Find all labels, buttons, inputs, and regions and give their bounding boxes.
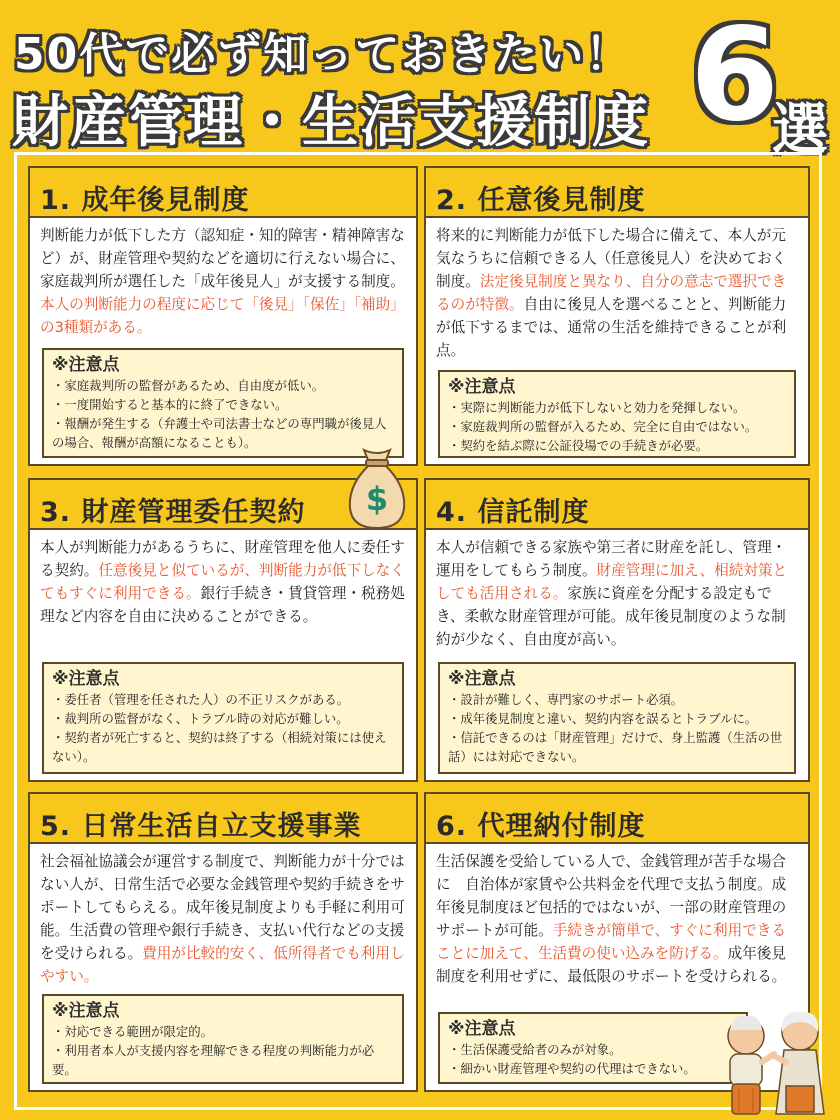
svg-text:$: $ bbox=[365, 480, 389, 518]
header-title: 財産管理・生活支援制度 bbox=[12, 90, 650, 155]
desc-text: 自由に後見人を選べることと、判断能力が低下するまでは、通常の生活を維持できることが利点。 bbox=[436, 296, 787, 359]
caution-box bbox=[42, 994, 404, 1084]
card-title: 5. 日常生活自立支援事業 bbox=[30, 794, 416, 844]
caution-item: ・実際に判断能力が低下しないと効力を発揮しない。 bbox=[448, 400, 746, 415]
desc-text: 家族に資産を分配する設定もでき、柔軟な財産管理が可能。成年後見制度のような制約が少なく、自由度が高い。 bbox=[436, 585, 786, 648]
header-suffix: 選 bbox=[772, 98, 828, 163]
desc-highlight: 本人の判断能力の程度に応じて「後見」「保佐」「補助」の3種類がある。 bbox=[40, 296, 405, 336]
card-4 bbox=[424, 478, 810, 782]
caution-item: ・裁判所の監督がなく、トラブル時の対応が難しい。 bbox=[52, 711, 349, 726]
desc-highlight: 任意後見と似ているが、判断能力が低下しなくてもすぐに利用できる。 bbox=[40, 562, 405, 602]
caution-box bbox=[438, 370, 796, 458]
caution-item: ・設計が難しく、専門家のサポート必須。 bbox=[448, 692, 684, 707]
caution-item: ・生活保護受給者のみが対象。 bbox=[448, 1042, 622, 1057]
caution-box bbox=[438, 662, 796, 774]
caution-item: ・一度開始すると基本的に終了できない。 bbox=[52, 397, 288, 412]
card-5 bbox=[28, 792, 418, 1092]
caution-title: ※注意点 bbox=[52, 355, 120, 375]
caution-item: ・成年後見制度と違い、契約内容を誤るとトラブルに。 bbox=[448, 711, 758, 726]
desc-text: 成年後見制度を利用せずに、最低限のサポートを受けられる。 bbox=[436, 945, 787, 985]
card-description bbox=[40, 224, 408, 339]
card-description bbox=[40, 536, 408, 628]
card-description bbox=[436, 224, 800, 362]
caution-item: ・信託できるのは「財産管理」だけで、身上監護（生活の世話）には対応できない。 bbox=[448, 730, 783, 764]
card-title: 2. 任意後見制度 bbox=[426, 168, 808, 218]
card-title: 3. 財産管理委任契約 bbox=[30, 480, 416, 530]
money-bag-icon bbox=[344, 446, 410, 530]
caution-title: ※注意点 bbox=[448, 1019, 516, 1039]
card-2 bbox=[424, 166, 810, 466]
desc-highlight: 手続きが簡単で、すぐに利用できることに加えて、生活費の使い込みを防げる。 bbox=[436, 922, 786, 962]
caution-title: ※注意点 bbox=[448, 377, 516, 397]
caution-item: ・対応できる範囲が限定的。 bbox=[52, 1024, 214, 1039]
caution-item: ・報酬が発生する（弁護士や司法書士などの専門職が後見人の場合、報酬が高額になることも）。 bbox=[52, 416, 387, 450]
desc-text: 生活保護を受給している人で、金銭管理が苦手な場合に 自治体が家賃や公共料金を代理で支払う制度。成年後見制度ほど包括的ではないが、一部の財産管理のサポートが可能。 bbox=[436, 853, 787, 939]
desc-text: 社会福祉協議会が運営する制度で、判断能力が十分ではない人が、日常生活で必要な金銭管理や契約手続きをサポートしてもらえる。成年後見制度よりも手軽に利用可能。生活費の管理や銀行手続き、支払い代行などの支援を受けられる。 bbox=[40, 853, 405, 962]
caution-box bbox=[438, 1012, 748, 1084]
card-1 bbox=[28, 166, 418, 466]
card-title: 6. 代理納付制度 bbox=[426, 794, 808, 844]
caution-box bbox=[42, 348, 404, 458]
card-description bbox=[40, 850, 408, 988]
caution-item: ・家庭裁判所の監督が入るため、完全に自由ではない。 bbox=[448, 419, 758, 434]
caution-item: ・細かい財産管理や契約の代理はできない。 bbox=[448, 1061, 696, 1076]
desc-text: 銀行手続き・賃貸管理・税務処理など内容を自由に決めることができる。 bbox=[40, 585, 405, 625]
header-number: 6 bbox=[690, 1, 780, 150]
caution-item: ・家庭裁判所の監督があるため、自由度が低い。 bbox=[52, 378, 325, 393]
caution-title: ※注意点 bbox=[52, 1001, 120, 1021]
caution-item: ・利用者本人が支援内容を理解できる程度の判断能力が必要。 bbox=[52, 1043, 375, 1077]
desc-highlight: 法定後見制度と異なり、自分の意志で選択できるのが特徴。 bbox=[436, 273, 787, 313]
desc-highlight: 財産管理に加え、相続対策としても活用される。 bbox=[436, 562, 788, 602]
caution-item: ・契約者が死亡すると、契約は終了する（相続対策には使えない）。 bbox=[52, 730, 387, 764]
header bbox=[0, 0, 840, 163]
card-description bbox=[436, 850, 800, 988]
card-title: 4. 信託制度 bbox=[426, 480, 808, 530]
header-subtitle: 50代で必ず知っておきたい！ bbox=[14, 29, 632, 80]
caution-title: ※注意点 bbox=[52, 669, 120, 689]
caution-item: ・契約を結ぶ際に公証役場での手続きが必要。 bbox=[448, 438, 709, 453]
desc-text: 判断能力が低下した方（認知症・知的障害・精神障害など）が、財産管理や契約などを適切に行えない場合に、家庭裁判所が選任した「成年後見人」が支援する制度。 bbox=[40, 227, 405, 290]
caution-box bbox=[42, 662, 404, 774]
desc-text: 本人が信頼できる家族や第三者に財産を託し、管理・運用をしてもらう制度。 bbox=[436, 539, 787, 579]
desc-text: 本人が判断能力があるうちに、財産管理を他人に委任する契約。 bbox=[40, 539, 405, 579]
card-description bbox=[436, 536, 800, 651]
elderly-couple-icon bbox=[708, 1002, 836, 1118]
desc-text: 将来的に判断能力が低下した場合に備えて、本人が元気なうちに信頼できる人（任意後見人）を決めておく制度。 bbox=[436, 227, 787, 290]
caution-item: ・委任者（管理を任された人）の不正リスクがある。 bbox=[52, 692, 350, 707]
card-title: 1. 成年後見制度 bbox=[30, 168, 416, 218]
desc-highlight: 費用が比較的安く、低所得者でも利用しやすい。 bbox=[40, 945, 405, 985]
caution-title: ※注意点 bbox=[448, 669, 516, 689]
